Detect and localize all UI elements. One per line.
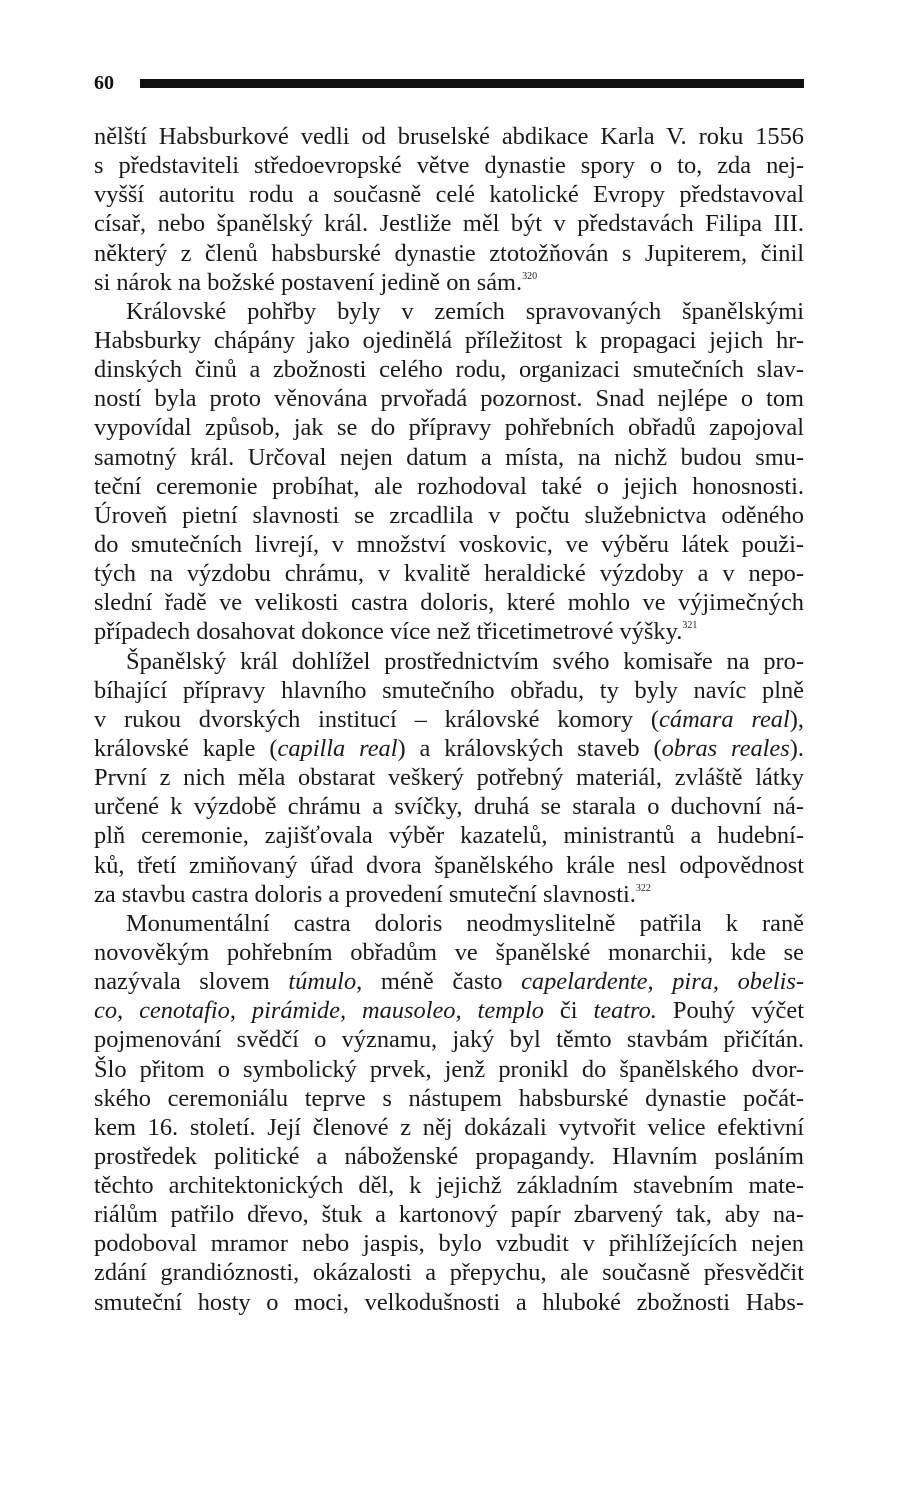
header-rule	[140, 79, 804, 88]
text-run: případech dosahovat dokonce více než třicetimetrové výšky.	[94, 618, 683, 646]
page-header	[94, 70, 804, 100]
text-line: císař, nebo španělský král. Jestliže měl být v představách Filipa III.	[94, 210, 804, 238]
text-line: Úroveň pietní slavnosti se zrcadlila v počtu služebnictva oděného	[94, 501, 804, 529]
italic-term: co, cenotafio, pirámide, mausoleo, templo	[94, 997, 544, 1025]
text-line: vypovídal způsob, jak se do přípravy pohřebních obřadů zapojoval	[94, 414, 804, 442]
text-line: plň ceremonie, zajišťovala výběr kazatelů, ministrantů a hudební-	[94, 822, 804, 850]
text-line-last	[94, 880, 804, 909]
text-line: kem 16. století. Její členové z něj dokázali vytvořit velice efektivní	[94, 1113, 804, 1141]
text-line: prostředek politické a náboženské propagandy. Hlavním posláním	[94, 1142, 804, 1170]
text-line: Šlo přitom o symbolický prvek, jenž pronikl do španělského dvor-	[94, 1055, 804, 1083]
text-line: samotný král. Určoval nejen datum a místa, na nichž budou smu-	[94, 443, 804, 471]
text-line: teční ceremonie probíhat, ale rozhodoval také o jejich honosnosti.	[94, 472, 804, 500]
paragraph-3	[94, 647, 804, 909]
text-line: Španělský král dohlížel prostřednictvím svého komisaře na pro-	[126, 647, 804, 675]
text-run: ),	[789, 705, 804, 733]
text-line: ků, třetí zmiňovaný úřad dvora španělského krále nesl odpovědnost	[94, 851, 804, 879]
italic-term: túmulo,	[288, 968, 363, 996]
body-text	[94, 122, 804, 1317]
footnote-ref[interactable]: 322	[635, 882, 651, 894]
italic-term: capilla real	[277, 734, 398, 762]
text-line: určené k výzdobě chrámu a svíčky, druhá se starala o duchovní ná-	[94, 793, 804, 821]
text-line	[94, 996, 804, 1025]
text-line: riálům patřilo dřevo, štuk a kartonový papír zbarvený tak, aby na-	[94, 1201, 804, 1229]
text-run: za stavbu castra doloris a provedení smuteční slavnosti.	[94, 880, 636, 908]
text-line: nělští Habsburkové vedli od bruselské abdikace Karla V. roku 1556	[94, 123, 804, 150]
text-line	[94, 734, 804, 763]
page-number: 60	[94, 72, 114, 94]
text-line: Habsburky chápány jako ojedinělá příležitost k propagaci jejich hr-	[94, 326, 804, 354]
text-run: v rukou dvorských institucí – královské komory (	[94, 705, 660, 733]
text-line: Monumentální castra doloris neodmyslitelně patřila k raně	[126, 909, 804, 937]
italic-term: capelardente, pira, obelis-	[521, 968, 804, 996]
text-run: nazývala slovem	[94, 968, 289, 996]
italic-term: cámara real	[659, 705, 790, 733]
text-line: smuteční hosty o moci, velkodušnosti a hluboké zbožnosti Habs-	[94, 1288, 804, 1316]
text-line-last	[94, 268, 804, 297]
paragraph-2	[94, 297, 804, 647]
text-line: vyšší autoritu rodu a současně celé katolické Evropy představoval	[94, 181, 804, 209]
text-line: ského ceremoniálu teprve s nástupem habsburské dynastie počát-	[94, 1084, 804, 1112]
text-line: některý z členů habsburské dynastie ztotožňován s Jupiterem, činil	[94, 239, 804, 267]
text-line: dinských činů a zbožnosti celého rodu, organizaci smutečních slav-	[94, 356, 804, 384]
text-line-last	[94, 617, 804, 646]
text-line: První z nich měla obstarat veškerý potřebný materiál, zvláště látky	[94, 764, 804, 792]
paragraph-4	[94, 909, 804, 1317]
text-run: Pouhý výčet	[656, 997, 804, 1025]
text-run: si nárok na božské postavení jedině on sám.	[94, 268, 523, 296]
text-line	[94, 705, 804, 734]
text-line: slední řadě ve velikosti castra doloris, které mohlo ve výjimečných	[94, 589, 804, 617]
text-run: méně často	[362, 968, 522, 996]
paragraph-1	[94, 122, 804, 297]
footnote-ref[interactable]: 320	[522, 270, 538, 282]
text-line: ností byla proto věnována prvořadá pozornost. Snad nejlépe o tom	[94, 385, 804, 413]
text-line: pojmenování svědčí o významu, jaký byl těmto stavbám přičítán.	[94, 1026, 804, 1054]
text-run: či	[543, 997, 594, 1025]
text-line: Královské pohřby byly v zemích spravovaných španělskými	[126, 297, 804, 325]
text-line: tých na výzdobu chrámu, v kvalitě heraldické výzdoby a v nepo-	[94, 560, 804, 588]
text-line	[94, 967, 804, 996]
italic-term: obras reales	[661, 734, 790, 762]
text-run: královské kaple (	[94, 734, 278, 762]
text-line: do smutečních livrejí, v množství voskovic, ve výběru látek použi-	[94, 530, 804, 558]
text-line: zdání grandióznosti, okázalosti a přepychu, ale současně přesvědčit	[94, 1259, 804, 1287]
italic-term: teatro.	[593, 997, 657, 1025]
text-line: bíhající přípravy hlavního smutečního obřadu, ty byly navíc plně	[94, 676, 804, 704]
text-line: podoboval mramor nebo jaspis, bylo vzbudit v přihlížejících nejen	[94, 1230, 804, 1258]
text-line: těchto architektonických děl, k jejichž základním stavebním mate-	[94, 1172, 804, 1200]
text-run: ) a královských staveb (	[397, 734, 662, 762]
footnote-ref[interactable]: 321	[682, 620, 698, 632]
text-line: novověkým pohřebním obřadům ve španělské monarchii, kde se	[94, 938, 804, 966]
text-line: s představiteli středoevropské větve dynastie spory o to, zda nej-	[94, 152, 804, 180]
text-run: ).	[789, 734, 804, 762]
